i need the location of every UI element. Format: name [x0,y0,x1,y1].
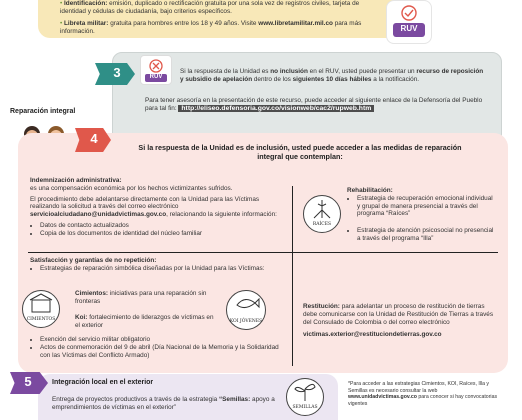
cimientos-logo [22,290,60,328]
list-item: • Copia de los documentos de identidad del núcleo familiar [40,230,280,238]
step5-text-b: “Semillas: [218,396,251,403]
step3-text-c: en el RUV, usted puede presentar un [307,68,417,75]
list-item: • Estrategia de atención psicosocial no presencial a través del programa “Illa” [357,227,497,243]
satisfaccion-block [30,257,285,273]
identificacion-label: Identificación: [64,0,108,7]
unidad-victimas-link[interactable]: www.unidadvictimas.gov.co [348,394,417,400]
restitucion-text: para adelantar un proceso de restitución de tierras debe comunicarse con la Unidad de Restitución de Tierras a través del Consulado de Colombia o del correo electrónico [303,303,494,326]
defensoria-link[interactable]: http://eliseo.defensoria.gov.co/visionweb/cac2/rupweb.htm [178,105,374,112]
cimientos-item [75,290,215,306]
step3-advice [145,97,490,113]
restitucion-title: Restitución: [303,303,340,310]
step3-text-e: dentro de los [252,75,293,83]
list-item: • Estrategias de reparación simbólica diseñadas por la Unidad para las Víctimas: [40,265,285,273]
libreta-tail: para más información. [60,20,362,35]
step3-text-g: a la notificación. [371,75,420,83]
list-item: • Exención del servicio militar obligatorio [40,336,285,344]
step3-text-a: Si la respuesta de la Unidad es [180,68,271,75]
indemnizacion-block [30,177,280,238]
cimientos-label: Cimientos: [75,290,109,297]
bullet-icon: • [60,0,63,7]
step5-number: 5 [24,374,32,389]
step3-text-b: no inclusión [270,68,308,75]
reparacion-section-label: Reparación integral [10,108,76,115]
identificacion-text: emisión, duplicado o rectificación gratuita por una sola vez de registros civiles, tarjeta de identidad y cédulas de ciudadanía, bajo criterios específicos. [60,0,360,15]
koi-item [75,314,220,330]
list-item: • Datos de contacto actualizados [40,222,280,230]
rehab-list [347,195,497,243]
step5-note [348,381,503,407]
seedling-icon [287,379,323,403]
libreta-label: Libreta militar: [64,20,109,27]
step5-title: Integración local en el exterior [52,379,154,386]
raices-logo-text: RAÍCES [312,222,332,227]
semillas-logo-text: SEMILLAS [292,405,318,410]
satisfaccion-list [30,265,285,273]
procedimiento-tail: , relacionando la siguiente información: [166,211,277,219]
cimientos-text: iniciativas para una reparación sin fronteras [75,290,207,305]
building-icon [23,291,59,315]
note-text-b: para conocer si hay convocatorias vigentes [348,394,498,407]
list-item: • Actos de conmemoración del 9 de abril (Día Nacional de la Memoria y la Solidaridad con las Víctimas del Conflicto Armado) [40,344,285,360]
procedimiento-text [30,196,280,219]
step3-ruv-icon [140,55,172,85]
step3-text-d: recurso de reposición y subsidio de apelación [180,68,484,83]
satisfaccion-extra [30,336,285,359]
restitucion-block [303,303,495,339]
step3-text [180,68,485,84]
step3-text-f: siguientes 10 días hábiles [292,75,372,83]
koi-logo-text: KOI JÓVENES [229,319,263,324]
libreta-item [60,20,365,36]
koi-text: fortalecimiento de liderazgos de víctimas en el exterior [75,314,214,329]
ruv-icon-top [386,0,432,44]
semillas-logo [286,378,324,416]
koi-label: Koi: [75,314,88,321]
indemnizacion-title: Indemnización administrativa: [30,177,122,184]
ruv-label: RUV [400,24,418,33]
koi-fish-icon [227,291,265,317]
step3-number: 3 [113,65,121,80]
horizontal-divider [28,252,498,253]
step4-number: 4 [90,131,98,146]
step3-advice-text: Para tener asesoría en la presentación de este recurso, puede acceder al siguiente enlace de la Defensoría del Pueblo para tal fin: [145,97,483,112]
koi-logo [226,290,266,330]
vertical-divider [292,186,293,366]
libreta-text: gratuita para hombres entre los 18 y 49 años. Visite [108,20,259,27]
satisfaccion-extra-list [30,336,285,359]
satisfaccion-title: Satisfacción y garantías de no repetición: [30,257,157,264]
note-text-a: *Para acceder a las estrategias Cimientos, KOI, Raíces, Illa y Semillas es necesario consultar la web [348,381,489,394]
list-item: • Estrategia de recuperación emocional individual y grupal de manera presencial a través del programa “Raíces” [357,195,497,218]
email-servicio-link[interactable]: servicioalciudadano@unidadvictimas.gov.co [30,211,167,219]
procedimiento-main: El procedimiento debe adelantarse directamente con la Unidad para las Víctimas realizando la solicitud a través del correo electrónico [30,195,260,211]
rehab-title: Rehabilitación: [347,187,393,194]
indemnizacion-text: es una compensación económica por los hechos victimizantes sufridos. [30,184,233,192]
bullet-icon: • [60,20,63,27]
libreta-link[interactable]: www.libretamilitar.mil.co [258,20,333,27]
roots-icon [304,196,340,220]
step4-heading: Si la respuesta de la Unidad es de inclusión, usted puede acceder a las medidas de reparación integral que contemplan: [138,143,462,161]
email-restitucion-link[interactable]: victimas.exterior@restituciondetierras.gov.co [303,331,442,339]
step5-text-c: apoyo a emprendimientos de víctimas en el exterior” [52,396,275,411]
info-list [30,222,280,238]
step3-ruv-label: RUV [149,74,163,80]
raices-logo [303,195,341,233]
step5-text [52,396,292,412]
identificacion-item [60,0,365,16]
step5-text-a: Entrega de proyectos productivos a través de la estrategia [52,396,219,403]
puzzle-hands-icon [387,1,431,43]
cimientos-logo-text: CIMIENTOS [26,317,56,322]
rehabilitacion-block [347,187,497,243]
